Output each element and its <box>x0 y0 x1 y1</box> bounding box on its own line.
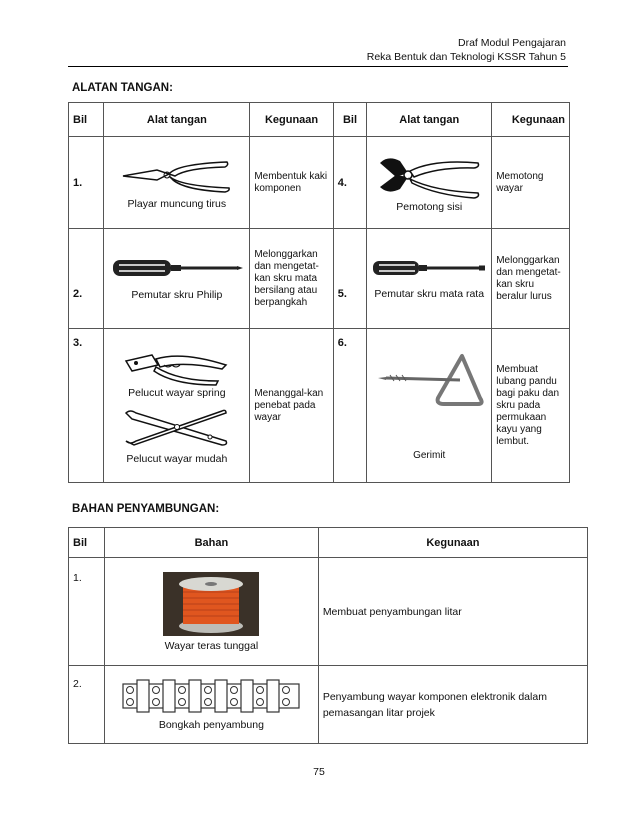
section-title-hand-tools: ALATAN TANGAN: <box>72 82 173 94</box>
col-header-bil: Bil <box>69 528 105 558</box>
tool-caption: Playar muncung tirus <box>127 197 227 210</box>
table-row <box>69 666 588 744</box>
table-row <box>69 137 570 229</box>
tool-use: Melonggarkan dan mengetat-kan skru mata bersilang atau berpangkah <box>250 229 333 329</box>
page-number: 75 <box>313 766 325 778</box>
table-header-row <box>69 528 588 558</box>
row-number: 4. <box>333 137 366 229</box>
col-header-tool: Alat tangan <box>104 103 250 137</box>
table-row <box>69 229 570 329</box>
col-header-bil-2: Bil <box>333 103 366 137</box>
material-use: Membuat penyambungan litar <box>318 558 587 666</box>
col-header-bil: Bil <box>69 103 104 137</box>
tool-cell <box>104 229 250 329</box>
screwdriver-flat-icon <box>371 258 487 278</box>
gimlet-icon <box>374 350 484 420</box>
table-header-row <box>69 103 570 137</box>
tool-cell <box>367 137 492 229</box>
row-number: 1. <box>69 137 104 229</box>
tool-caption: Pemotong sisi <box>396 200 463 213</box>
col-header-use: Kegunaan <box>250 103 333 137</box>
hand-tools-table <box>68 102 570 483</box>
section-title-connecting-materials: BAHAN PENYAMBUNGAN: <box>72 503 220 515</box>
material-caption: Wayar teras tunggal <box>164 639 259 652</box>
materials-table <box>68 527 588 744</box>
row-number: 1. <box>69 558 105 666</box>
tool-use: Melonggarkan dan mengetat-kan skru beralur lurus <box>492 229 570 329</box>
page-header <box>367 36 566 64</box>
tool-cell <box>367 329 492 483</box>
tool-use: Membentuk kaki komponen <box>250 137 333 229</box>
tool-caption: Pelucut wayar mudah <box>126 452 228 465</box>
tool-use: Menanggal-kan penebat pada wayar <box>250 329 333 483</box>
table-row <box>69 558 588 666</box>
wire-spool-icon <box>163 572 259 636</box>
row-number: 2. <box>69 666 105 744</box>
col-header-tool-2: Alat tangan <box>367 103 492 137</box>
material-cell <box>104 666 318 744</box>
tool-use: Memotong wayar <box>492 137 570 229</box>
col-header-material: Bahan <box>104 528 318 558</box>
row-number: 3. <box>69 329 104 483</box>
tool-cell <box>104 329 250 483</box>
row-number: 6. <box>333 329 366 483</box>
material-use: Penyambung wayar komponen elektronik dalam pemasangan litar projek <box>318 666 587 744</box>
side-cutter-icon <box>374 153 484 201</box>
col-header-use-2: Kegunaan <box>492 103 570 137</box>
tool-caption: Pemutar skru Philip <box>131 288 223 301</box>
material-caption: Bongkah penyambung <box>158 718 264 731</box>
terminal-block-icon <box>121 679 301 713</box>
tool-caption: Gerimit <box>413 449 446 461</box>
tool-cell <box>104 137 250 229</box>
wire-stripper-spring-icon <box>122 347 232 387</box>
pliers-icon <box>117 156 237 198</box>
table-row <box>69 329 570 483</box>
header-line1: Draf Modul Pengajaran <box>458 37 566 49</box>
screwdriver-philips-icon <box>109 257 245 279</box>
tool-use: Membuat lubang pandu bagi paku dan skru pada permukaan kayu yang lembut. <box>492 329 570 483</box>
tool-caption: Pemutar skru mata rata <box>374 287 485 300</box>
header-rule <box>68 66 568 67</box>
col-header-use: Kegunaan <box>318 528 587 558</box>
header-line2: Reka Bentuk dan Teknologi KSSR Tahun 5 <box>366 51 566 63</box>
material-cell <box>104 558 318 666</box>
tool-cell <box>367 229 492 329</box>
tool-caption: Pelucut wayar spring <box>128 386 226 399</box>
row-number: 5. <box>333 229 366 329</box>
row-number: 2. <box>69 229 104 329</box>
wire-stripper-simple-icon <box>122 405 232 447</box>
